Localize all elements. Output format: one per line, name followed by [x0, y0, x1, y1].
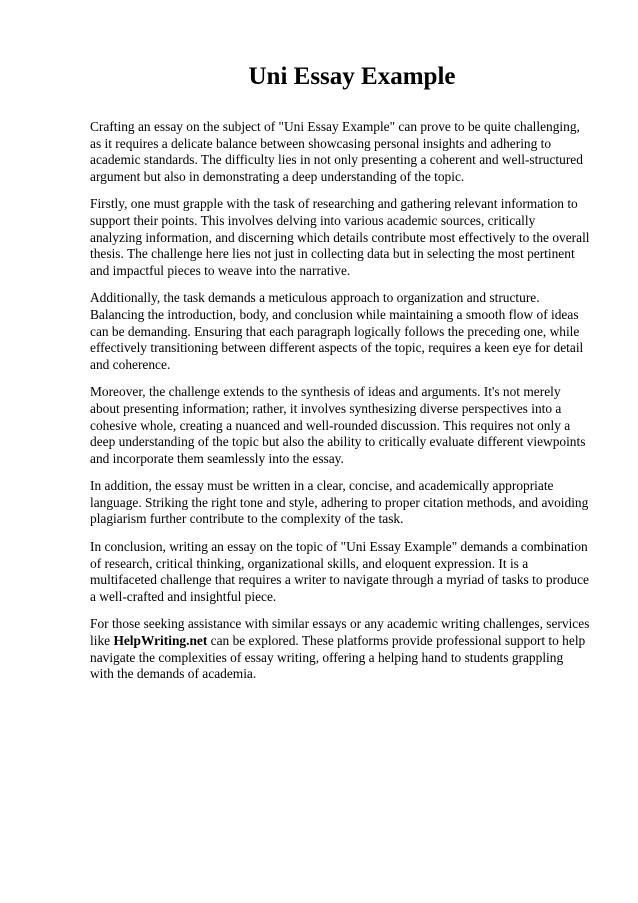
- paragraph-synthesis: Moreover, the challenge extends to the synthesis of ideas and arguments. It's not merely about presenting information; rather, it involves synthesizing diverse perspectives into a cohesive whole, creating a nuanced and well-rounded discussion. This requires not only a deep understanding of the topic but also the ability to critically evaluate different viewpoints and incorporate them seamlessly into the essay.: [90, 384, 586, 466]
- paragraph-assistance: [90, 616, 590, 682]
- paragraph-organization: Additionally, the task demands a meticulous approach to organization and structure. Balancing the introduction, body, and conclusion while maintaining a smooth flow of ideas can be demanding. Ensuring that each paragraph logically follows the preceding one, while effectively transitioning between different aspects of the topic, requires a keen eye for detail and coherence.: [90, 290, 584, 372]
- assistance-text-after: can be explored. These platforms provide professional support to help navigate the complexities of essay writing, offering a helping hand to students grappling with the demands of academia.: [90, 633, 586, 682]
- paragraph-language: In addition, the essay must be written in a clear, concise, and academically appropriate language. Striking the right tone and style, adhering to proper citation methods, and avoiding plagiarism further contribute to the complexity of the task.: [90, 478, 589, 527]
- paragraph-conclusion: In conclusion, writing an essay on the topic of "Uni Essay Example" demands a combination of research, critical thinking, organizational skills, and eloquent expression. It is a multifaceted challenge that requires a writer to navigate through a myriad of tasks to produce a well-crafted and insightful piece.: [90, 539, 589, 604]
- paragraph-research: Firstly, one must grapple with the task of researching and gathering relevant information to support their points. This involves delving into various academic sources, critically analyzing information, and discerning which details contribute most effectively to the overall thesis. The challenge here lies not just in collecting data but in selecting the most pertinent and impactful pieces to weave into the narrative.: [90, 196, 590, 278]
- document-title: Uni Essay Example: [248, 63, 456, 90]
- paragraph-intro: Crafting an essay on the subject of "Uni Essay Example" can prove to be quite challenging, as it requires a delicate balance between showcasing personal insights and adhering to academic standards. The difficulty lies in not only presenting a coherent and well-structured argument but also in demonstrating a deep understanding of the topic.: [90, 119, 583, 184]
- helpwriting-link[interactable]: HelpWriting.net: [113, 633, 208, 649]
- assistance-text-before: For those seeking assistance with similar essays or any academic writing challenges, services like: [90, 616, 590, 649]
